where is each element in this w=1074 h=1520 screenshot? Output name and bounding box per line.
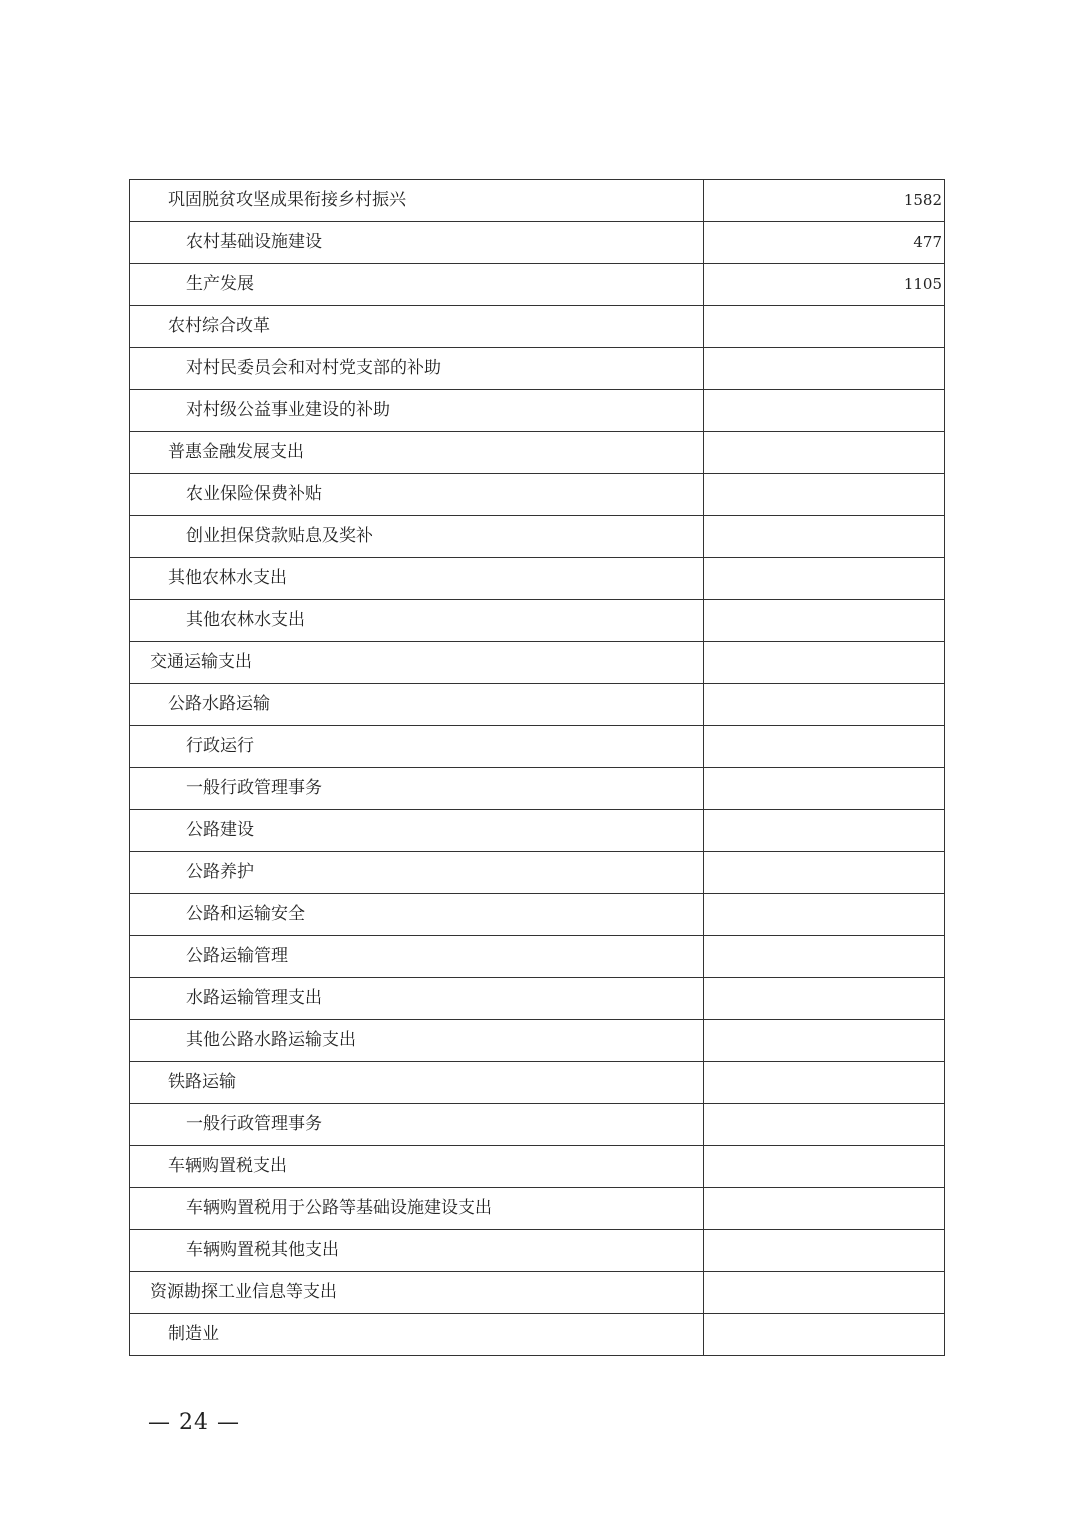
item-name-cell: 公路水路运输 xyxy=(130,684,704,726)
item-value-cell xyxy=(704,432,945,474)
item-name-cell: 对村民委员会和对村党支部的补助 xyxy=(130,348,704,390)
table-row xyxy=(130,810,945,852)
item-value-cell xyxy=(704,894,945,936)
item-value-cell xyxy=(704,642,945,684)
item-name-cell: 车辆购置税支出 xyxy=(130,1146,704,1188)
item-value-cell xyxy=(704,474,945,516)
item-value-cell xyxy=(704,306,945,348)
table-row xyxy=(130,432,945,474)
page-number: — 24 — xyxy=(148,1410,240,1435)
item-value-cell xyxy=(704,1020,945,1062)
item-name-cell: 车辆购置税用于公路等基础设施建设支出 xyxy=(130,1188,704,1230)
item-name-cell: 一般行政管理事务 xyxy=(130,1104,704,1146)
table-row xyxy=(130,474,945,516)
table-row xyxy=(130,516,945,558)
table-row xyxy=(130,558,945,600)
item-name-cell: 创业担保贷款贴息及奖补 xyxy=(130,516,704,558)
item-name-cell: 巩固脱贫攻坚成果衔接乡村振兴 xyxy=(130,180,704,222)
item-value-cell xyxy=(704,1062,945,1104)
item-name-cell: 农村综合改革 xyxy=(130,306,704,348)
table-row xyxy=(130,180,945,222)
item-value-cell xyxy=(704,852,945,894)
item-value-cell xyxy=(704,390,945,432)
table-row xyxy=(130,390,945,432)
item-value-cell xyxy=(704,1188,945,1230)
item-value-cell xyxy=(704,978,945,1020)
item-value-cell xyxy=(704,600,945,642)
item-name-cell: 公路运输管理 xyxy=(130,936,704,978)
table-row xyxy=(130,1272,945,1314)
table-row xyxy=(130,600,945,642)
item-value-cell xyxy=(704,1314,945,1356)
table-row xyxy=(130,306,945,348)
item-name-cell: 公路养护 xyxy=(130,852,704,894)
item-name-cell: 其他农林水支出 xyxy=(130,558,704,600)
table-row xyxy=(130,1104,945,1146)
table-row xyxy=(130,936,945,978)
item-name-cell: 水路运输管理支出 xyxy=(130,978,704,1020)
item-name-cell: 资源勘探工业信息等支出 xyxy=(130,1272,704,1314)
table-row xyxy=(130,1188,945,1230)
item-name-cell: 生产发展 xyxy=(130,264,704,306)
table-row xyxy=(130,1230,945,1272)
item-value-cell xyxy=(704,1272,945,1314)
table-row xyxy=(130,684,945,726)
item-value-cell xyxy=(704,768,945,810)
item-name-cell: 农业保险保费补贴 xyxy=(130,474,704,516)
item-name-cell: 其他公路水路运输支出 xyxy=(130,1020,704,1062)
budget-table-body xyxy=(130,180,945,1356)
item-name-cell: 行政运行 xyxy=(130,726,704,768)
table-row xyxy=(130,348,945,390)
item-value-cell xyxy=(704,1230,945,1272)
item-value-cell xyxy=(704,516,945,558)
item-value-cell xyxy=(704,348,945,390)
item-name-cell: 农村基础设施建设 xyxy=(130,222,704,264)
item-value-cell xyxy=(704,936,945,978)
item-name-cell: 铁路运输 xyxy=(130,1062,704,1104)
table-row xyxy=(130,852,945,894)
table-row xyxy=(130,894,945,936)
item-name-cell: 车辆购置税其他支出 xyxy=(130,1230,704,1272)
table-row xyxy=(130,978,945,1020)
table-row xyxy=(130,1314,945,1356)
item-value-cell xyxy=(704,684,945,726)
item-value-cell: 477 xyxy=(704,222,945,264)
item-name-cell: 公路建设 xyxy=(130,810,704,852)
item-name-cell: 其他农林水支出 xyxy=(130,600,704,642)
item-value-cell xyxy=(704,1104,945,1146)
item-value-cell xyxy=(704,1146,945,1188)
table-row xyxy=(130,1020,945,1062)
item-name-cell: 一般行政管理事务 xyxy=(130,768,704,810)
item-value-cell xyxy=(704,558,945,600)
item-name-cell: 交通运输支出 xyxy=(130,642,704,684)
item-name-cell: 普惠金融发展支出 xyxy=(130,432,704,474)
table-row xyxy=(130,222,945,264)
item-name-cell: 对村级公益事业建设的补助 xyxy=(130,390,704,432)
budget-table xyxy=(129,179,945,1356)
item-value-cell xyxy=(704,810,945,852)
table-row xyxy=(130,264,945,306)
item-value-cell: 1105 xyxy=(704,264,945,306)
item-value-cell: 1582 xyxy=(704,180,945,222)
table-row xyxy=(130,1146,945,1188)
table-row xyxy=(130,1062,945,1104)
item-value-cell xyxy=(704,726,945,768)
table-row xyxy=(130,642,945,684)
table-row xyxy=(130,726,945,768)
item-name-cell: 公路和运输安全 xyxy=(130,894,704,936)
table-row xyxy=(130,768,945,810)
item-name-cell: 制造业 xyxy=(130,1314,704,1356)
